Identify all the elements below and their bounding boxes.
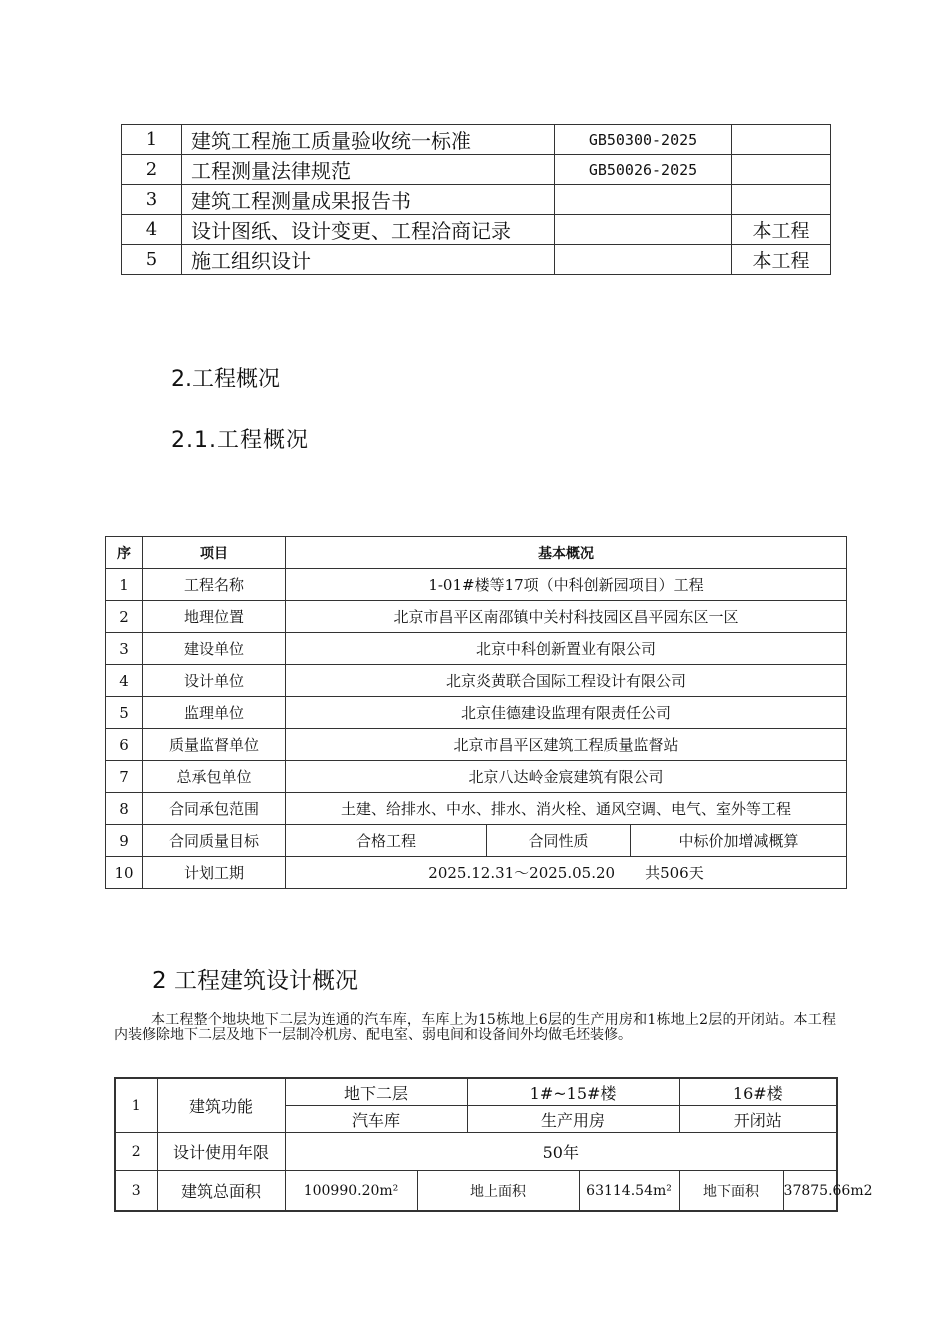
row-no: 6 (106, 729, 143, 761)
row-value: 1-01#楼等17项（中科创新园项目）工程 (286, 569, 847, 601)
quality-goal: 合格工程 (286, 825, 487, 857)
total-area: 100990.20m² (285, 1171, 417, 1212)
row-item: 工程名称 (143, 569, 286, 601)
row-item: 质量监督单位 (143, 729, 286, 761)
row-no: 3 (115, 1171, 157, 1212)
table-row (106, 825, 847, 857)
header-item: 项目 (143, 537, 286, 569)
below-ground-area: 37875.66m2 (783, 1171, 837, 1212)
standard-no: 3 (122, 185, 182, 215)
table-row (115, 1078, 837, 1106)
row-item: 总承包单位 (143, 761, 286, 793)
header-no: 序 (106, 537, 143, 569)
row-label: 建筑功能 (157, 1078, 285, 1133)
row-item: 合同质量目标 (143, 825, 286, 857)
row-label: 设计使用年限 (157, 1133, 285, 1171)
row-no: 10 (106, 857, 143, 889)
standard-code: GB50300-2025 (555, 125, 732, 155)
above-ground-label: 地上面积 (417, 1171, 579, 1212)
standard-code (555, 245, 732, 275)
row-item: 计划工期 (143, 857, 286, 889)
row-no: 2 (115, 1133, 157, 1171)
row-no: 3 (106, 633, 143, 665)
standards-table (121, 124, 831, 275)
row-no: 7 (106, 761, 143, 793)
row-item: 监理单位 (143, 697, 286, 729)
table-row (122, 185, 831, 215)
table-row (122, 245, 831, 275)
schedule-value: 2025.12.31～2025.05.20 共506天 (286, 857, 847, 889)
building-16: 16#楼 (679, 1078, 837, 1106)
standard-no: 1 (122, 125, 182, 155)
contract-nature: 中标价加增减概算 (631, 825, 847, 857)
table-row (106, 633, 847, 665)
standard-name: 设计图纸、设计变更、工程洽商记录 (182, 215, 555, 245)
overview-table (105, 536, 847, 889)
table-row (122, 155, 831, 185)
row-item: 合同承包范围 (143, 793, 286, 825)
service-life: 50年 (285, 1133, 837, 1171)
row-no: 4 (106, 665, 143, 697)
row-value: 土建、给排水、中水、排水、消火栓、通风空调、电气、室外等工程 (286, 793, 847, 825)
row-value: 北京市昌平区南邵镇中关村科技园区昌平园东区一区 (286, 601, 847, 633)
table-row (122, 215, 831, 245)
design-description: 本工程整个地块地下二层为连通的汽车库，车库上为15栋地上6层的生产用房和1栋地上2层的开闭站。本工程内装修除地下二层及地下一层制冷机房、配电室、弱电间和设备间外均做毛坯装修。 (114, 1012, 836, 1043)
above-ground-area: 63114.54m² (579, 1171, 679, 1212)
row-value: 北京佳德建设监理有限责任公司 (286, 697, 847, 729)
table-row (106, 857, 847, 889)
building-design-table (114, 1077, 873, 1212)
table-row (106, 697, 847, 729)
standard-name: 工程测量法律规范 (182, 155, 555, 185)
standard-no: 2 (122, 155, 182, 185)
standard-scope (732, 185, 831, 215)
row-no: 1 (106, 569, 143, 601)
standard-code (555, 185, 732, 215)
standard-scope: 本工程 (732, 245, 831, 275)
section-heading-building-design: 2 工程建筑设计概况 (152, 968, 358, 994)
standard-scope: 本工程 (732, 215, 831, 245)
standard-name: 施工组织设计 (182, 245, 555, 275)
row-value: 北京市昌平区建筑工程质量监督站 (286, 729, 847, 761)
standard-no: 5 (122, 245, 182, 275)
standard-no: 4 (122, 215, 182, 245)
standard-code (555, 215, 732, 245)
row-no: 8 (106, 793, 143, 825)
standard-name: 建筑工程施工质量验收统一标准 (182, 125, 555, 155)
buildings-1-15-use: 生产用房 (467, 1106, 679, 1133)
standard-code: GB50026-2025 (555, 155, 732, 185)
row-value: 北京中科创新置业有限公司 (286, 633, 847, 665)
table-row (106, 601, 847, 633)
row-label: 建筑总面积 (157, 1171, 285, 1212)
row-no: 9 (106, 825, 143, 857)
table-row (106, 569, 847, 601)
row-item: 设计单位 (143, 665, 286, 697)
table-row (115, 1133, 837, 1171)
table-row (106, 729, 847, 761)
below-ground-label: 地下面积 (679, 1171, 783, 1212)
standard-scope (732, 155, 831, 185)
header-summary: 基本概况 (286, 537, 847, 569)
row-no: 1 (115, 1078, 157, 1133)
row-no: 2 (106, 601, 143, 633)
row-no: 5 (106, 697, 143, 729)
standard-name: 建筑工程测量成果报告书 (182, 185, 555, 215)
building-16-use: 开闭站 (679, 1106, 837, 1133)
basement-level: 地下二层 (285, 1078, 467, 1106)
table-row (106, 793, 847, 825)
row-item: 地理位置 (143, 601, 286, 633)
row-value: 北京八达岭金宸建筑有限公司 (286, 761, 847, 793)
standard-scope (732, 125, 831, 155)
section-heading-2: 2.工程概况 (171, 367, 280, 392)
row-value: 北京炎黄联合国际工程设计有限公司 (286, 665, 847, 697)
section-heading-2-1: 2.1.工程概况 (171, 428, 309, 453)
row-item: 建设单位 (143, 633, 286, 665)
table-row (106, 665, 847, 697)
buildings-1-15: 1#~15#楼 (467, 1078, 679, 1106)
table-row (122, 125, 831, 155)
table-row (106, 761, 847, 793)
table-row (115, 1171, 837, 1212)
contract-nature-label: 合同性质 (487, 825, 631, 857)
basement-use: 汽车库 (285, 1106, 467, 1133)
